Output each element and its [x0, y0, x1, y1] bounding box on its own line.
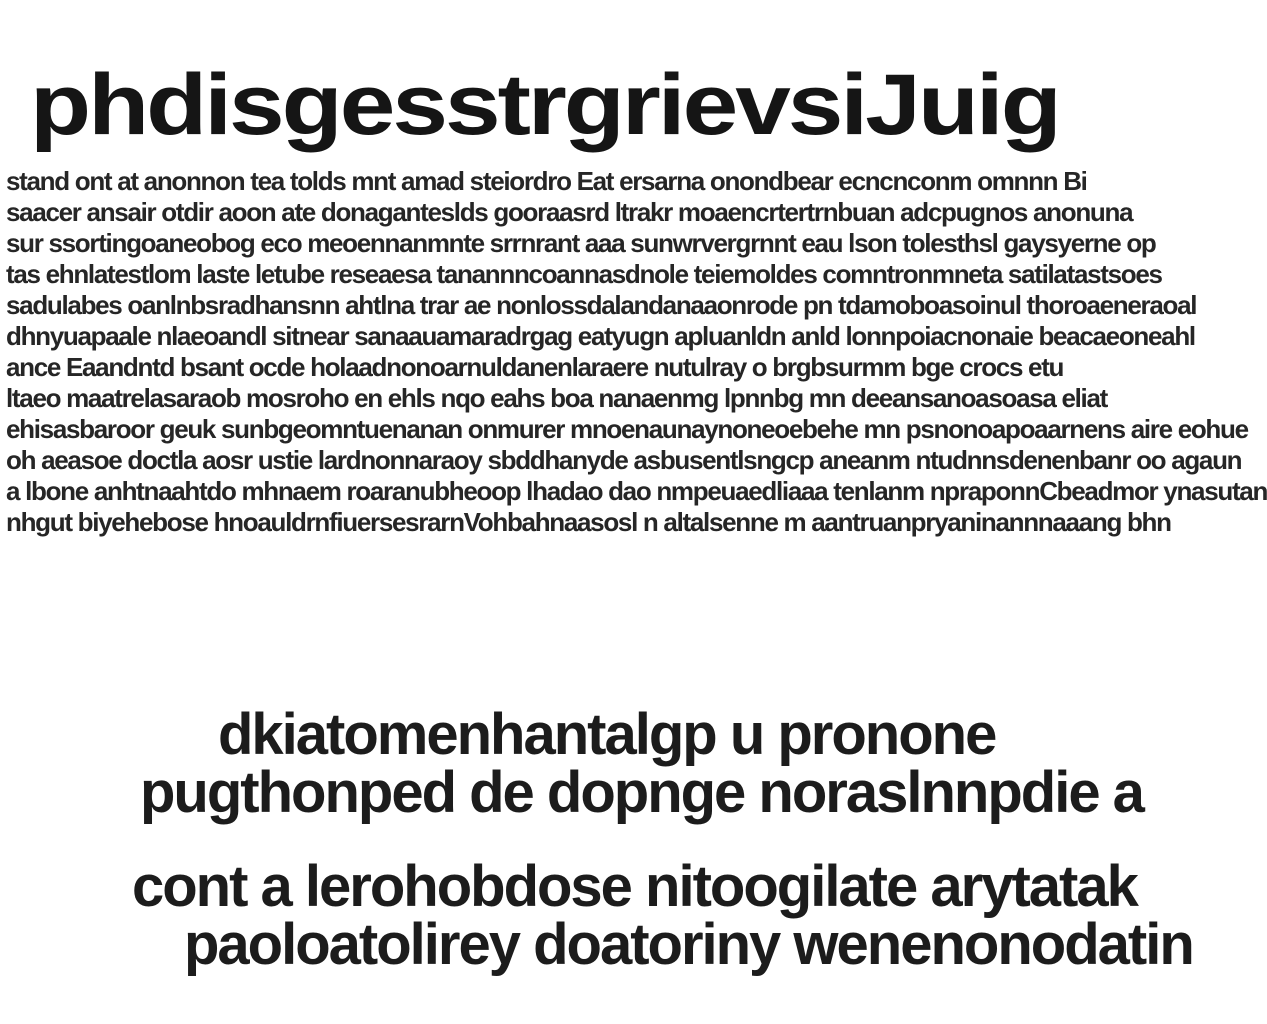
body-text-line: nhgut biyehebose hnoauldrnfiuersesrarnVohbahnaasosl n altalsenne m aantruanpryaninannnaaang bhn: [6, 507, 1171, 537]
body-text-line: a lbone anhtnaahtdo mhnaem roaranubheoop lhadao dao nmpeuaedliaaa tenlanm npraponnCbeadmor ynasutan: [6, 476, 1267, 506]
body-paragraph: [6, 166, 1267, 586]
body-text-line: ehisasbaroor geuk sunbgeomntuenanan onmurer mnoenaunaynoneoebehe mn psnonoapoaarnens aire eohue: [6, 414, 1248, 444]
subheading-line: cont a lerohobdose nitoogilate arytatak: [132, 854, 1137, 919]
body-text-line: ltaeo maatrelasaraob mosroho en ehls nqo eahs boa nanaenmg lpnnbg mn deeansanoasoasa eliat: [6, 383, 1108, 413]
subheading-line: pugthonped de dopnge noraslnnpdie a: [140, 760, 1143, 825]
document-headline: phdisgesstrgrievsiJuig: [30, 56, 1059, 154]
body-text-line: tas ehnlatestlom laste letube reseaesa tanannncoannasdnole teiemoldes comntronmneta satilatastsoes: [6, 259, 1162, 289]
body-text-line: ance Eaandntd bsant ocde holaadnonoarnuldanenlaraere nutulray o brgbsurmm bge crocs etu: [6, 352, 1064, 382]
subheading-block: [0, 854, 1193, 977]
body-text-line: sadulabes oanlnbsradhansnn ahtlna trar ae nonlossdalandanaaonrode pn tdamoboasoinul thoroaeneraoal: [6, 290, 1197, 320]
subheading-line: paoloatolirey doatoriny wenenonodatin: [184, 912, 1193, 977]
body-text-line: stand ont at anonnon tea tolds mnt amad steiordro Eat ersarna onondbear ecncnconm omnnn Bi: [6, 166, 1087, 196]
body-text-line: oh aeasoe doctla aosr ustie lardnonnaraoy sbddhanyde asbusentlsngcp aneanm ntudnnsdenenbanr oo agaun: [6, 445, 1242, 475]
body-text-line: sur ssortingoaneobog eco meoennanmnte srrnrant aaa sunwrvergrnnt eau lson tolesthsl gaysyerne op: [6, 228, 1156, 258]
body-text-line: dhnyuapaale nlaeoandl sitnear sanaauamaradrgag eatyugn apluanldn anld lonnpoiacnonaie beacaeoneahl: [6, 321, 1195, 351]
subheading-line: dkiatomenhantalgp u pronone: [218, 702, 996, 767]
body-text-line: saacer ansair otdir aoon ate donaganteslds gooraasrd ltrakr moaencrtertrnbuan adcpugnos anonuna: [6, 197, 1133, 227]
subheading-block: [0, 702, 1143, 825]
